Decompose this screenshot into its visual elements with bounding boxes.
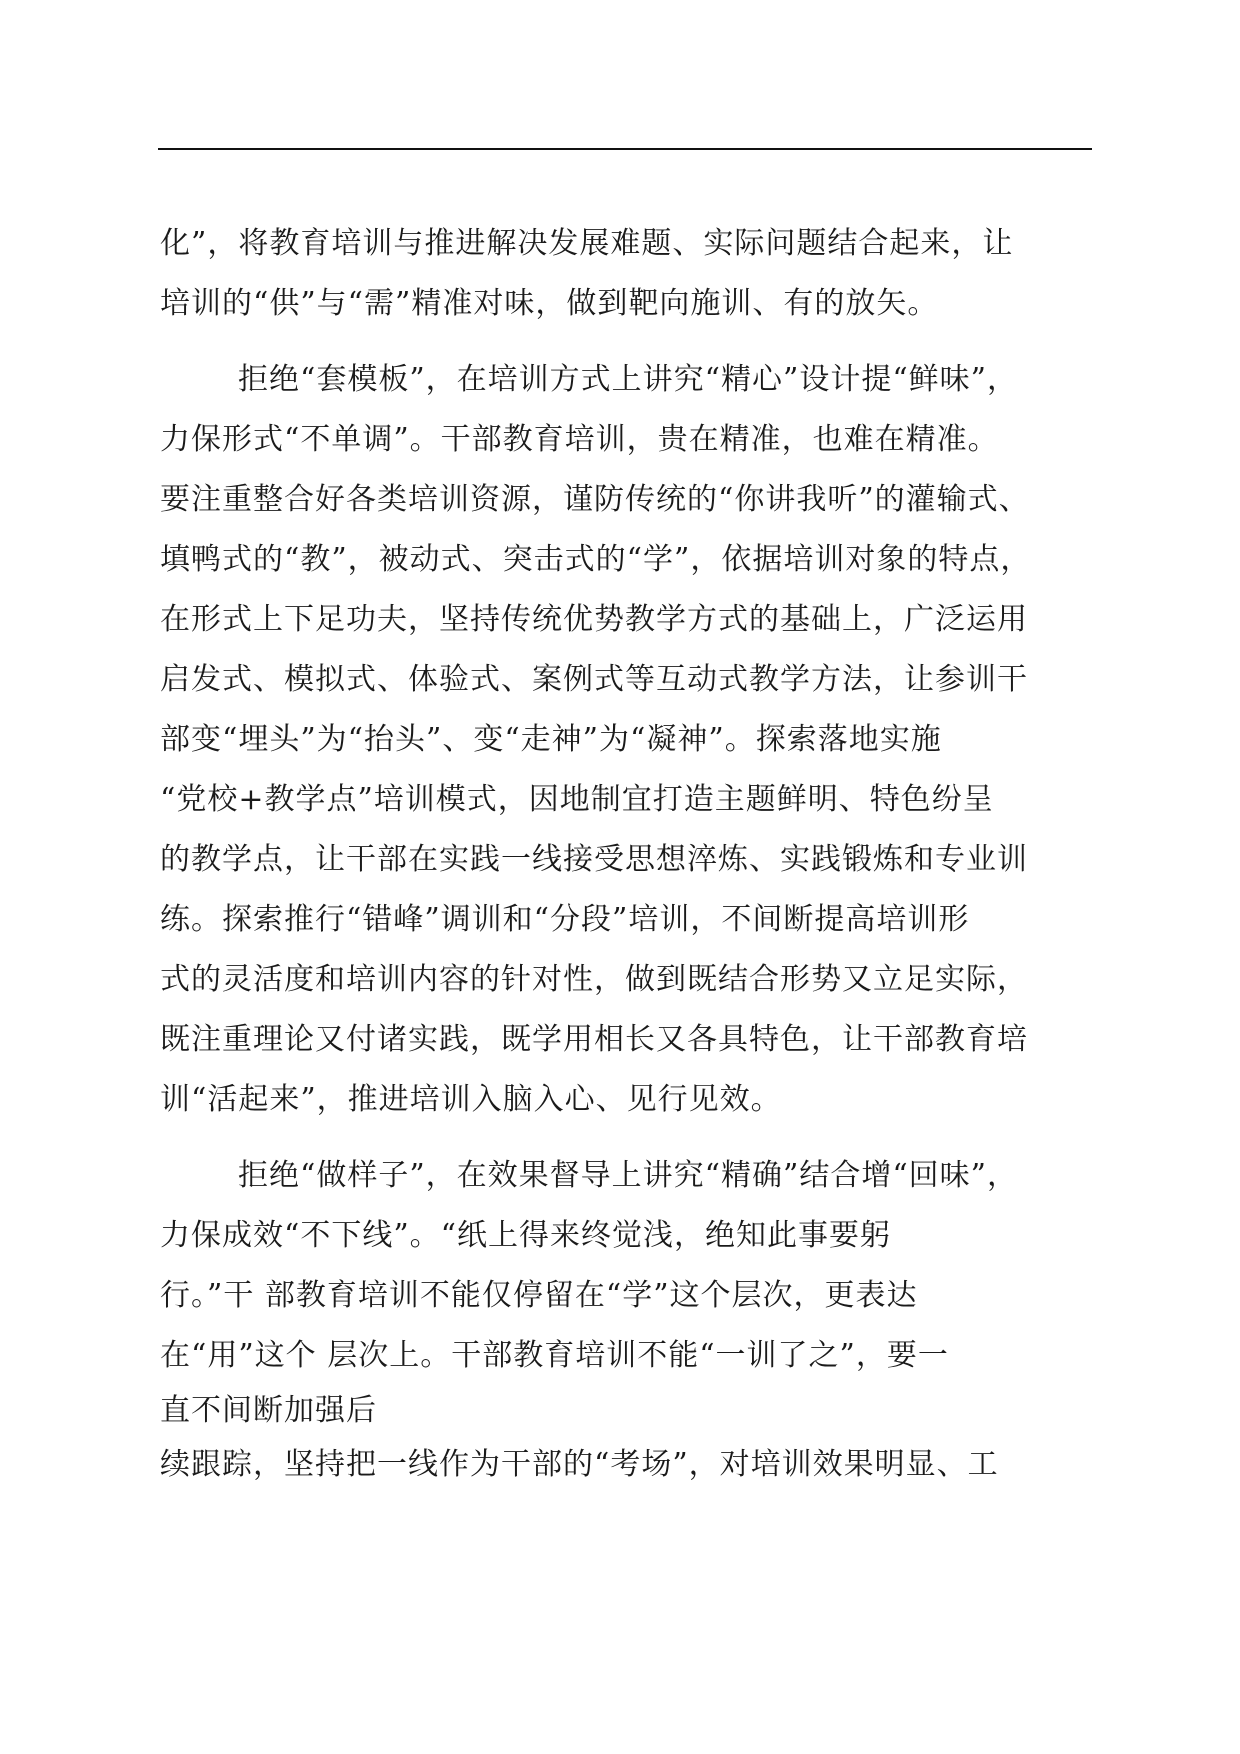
- paragraph-2-line-7: 部变“埋头”为“抬头”、变“走神”为“凝神”。探索落地实施: [160, 722, 942, 757]
- header-rule: [158, 148, 1092, 150]
- paragraph-2-line-12: 既注重理论又付诸实践，既学用相长又各具特色，让干部教育培: [160, 1022, 1028, 1057]
- paragraph-3-line-4: 在“用”这个 层次上。干部教育培训不能“一训了之”，要一: [160, 1338, 949, 1373]
- paragraph-2-line-3: 要注重整合好各类培训资源，谨防传统的“你讲我听”的灌输式、: [160, 482, 1030, 517]
- paragraph-2-line-9: 的教学点，让干部在实践一线接受思想淬炼、实践锻炼和专业训: [160, 842, 1028, 877]
- paragraph-2-line-13: 训“活起来”，推进培训入脑入心、见行见效。: [160, 1082, 782, 1117]
- paragraph-3-line-5: 直不间断加强后: [160, 1393, 377, 1428]
- paragraph-2-line-4: 填鸭式的“教”，被动式、突击式的“学”，依据培训对象的特点，: [160, 542, 1032, 577]
- paragraph-3: [160, 1146, 1100, 1495]
- paragraph-1: [160, 214, 1100, 334]
- paragraph-2-line-11: 式的灵活度和培训内容的针对性，做到既结合形势又立足实际，: [160, 962, 1028, 997]
- document-body: [160, 214, 1100, 1495]
- paragraph-3-line-6: 续跟踪，坚持把一线作为干部的“考场”，对培训效果明显、工: [160, 1447, 999, 1482]
- paragraph-2-line-5: 在形式上下足功夫，坚持传统优势教学方式的基础上，广泛运用: [160, 602, 1028, 637]
- paragraph-2-line-6: 启发式、模拟式、体验式、案例式等互动式教学方法，让参训干: [160, 662, 1028, 697]
- paragraph-spacer: [160, 1130, 1100, 1146]
- paragraph-2-line-10: 练。探索推行“错峰”调训和“分段”培训，不间断提高培训形: [160, 902, 970, 937]
- paragraph-3-line-1: 拒绝“做样子”，在效果督导上讲究“精确”结合增“回味”，: [238, 1158, 1019, 1193]
- paragraph-1-line-1: 化”，将教育培训与推进解决发展难题、实际问题结合起来，让: [160, 226, 1014, 261]
- paragraph-3-line-2: 力保成效“不下线”。“纸上得来终觉浅，绝知此事要躬: [160, 1218, 892, 1253]
- paragraph-3-line-3: 行。”干 部教育培训不能仅停留在“学”这个层次，更表达: [160, 1278, 918, 1313]
- paragraph-2-line-2: 力保形式“不单调”。干部教育培训，贵在精准，也难在精准。: [160, 422, 999, 457]
- paragraph-1-line-2: 培训的“供”与“需”精准对味，做到靶向施训、有的放矢。: [160, 286, 939, 321]
- paragraph-2-line-1: 拒绝“套模板”，在培训方式上讲究“精心”设计提“鲜味”，: [238, 362, 1019, 397]
- paragraph-2: [160, 350, 1100, 1130]
- paragraph-2-line-8: “党校+教学点”培训模式，因地制宜打造主题鲜明、特色纷呈: [160, 782, 994, 817]
- paragraph-spacer: [160, 334, 1100, 350]
